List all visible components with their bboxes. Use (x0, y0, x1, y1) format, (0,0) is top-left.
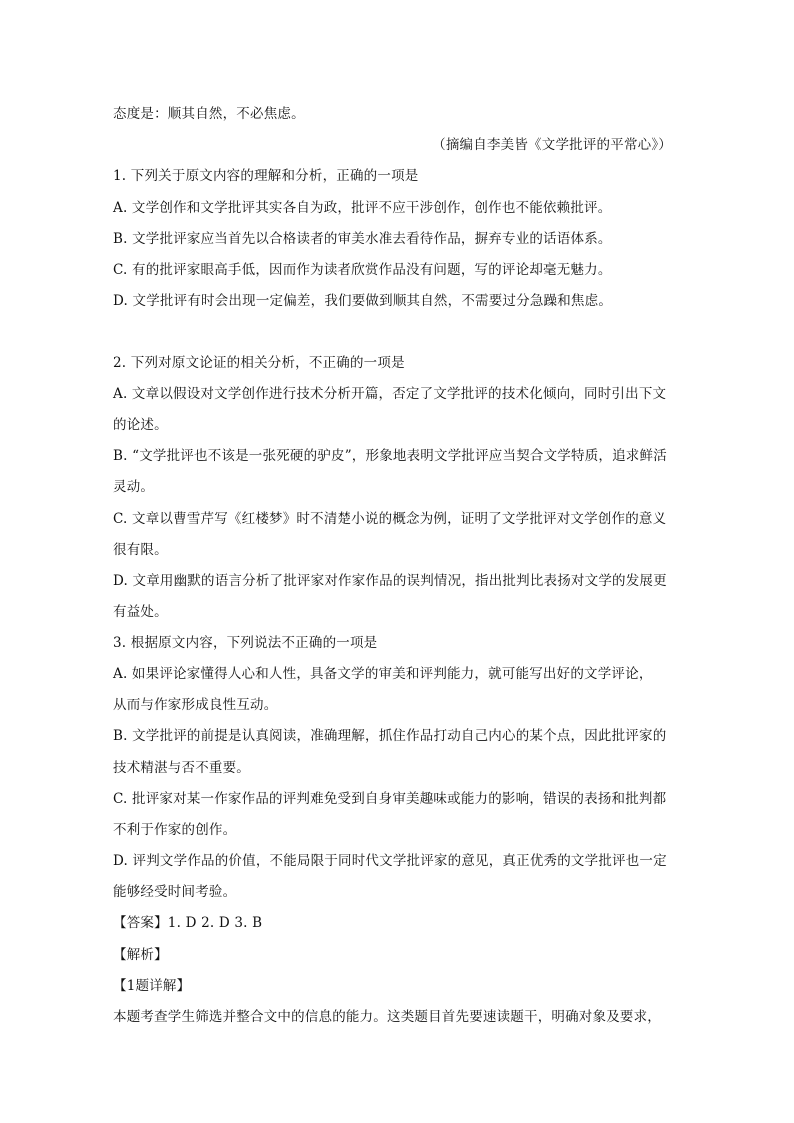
question-3-option-b-cont: 技术精湛与否不重要。 (113, 760, 250, 776)
question-2-option-a: A. 文章以假设对文学创作进行技术分析开篇，否定了文学批评的技术化倾向，同时引出下文 (113, 386, 667, 402)
question-1-option-c: C. 有的批评家眼高手低，因而作为读者欣赏作品没有问题，写的评论却毫无魅力。 (113, 262, 612, 278)
question-1-option-d: D. 文学批评有时会出现一定偏差，我们要做到顺其自然，不需要过分急躁和焦虑。 (113, 293, 613, 309)
question-3-option-d-cont: 能够经受时间考验。 (113, 884, 237, 900)
answer-line: 【答案】1. D 2. D 3. B (113, 915, 263, 931)
question-2-option-b: B. “文学批评也不该是一张死硬的驴皮”，形象地表明文学批评应当契合文学特质，追求鲜活 (113, 448, 667, 464)
intro-line: 态度是：顺其自然，不必焦虑。 (113, 106, 305, 122)
question-2-option-b-cont: 灵动。 (113, 479, 155, 495)
detail-label: 【1题详解】 (113, 978, 191, 994)
question-2-option-a-cont: 的论述。 (113, 417, 168, 433)
analysis-label: 【解析】 (113, 947, 168, 963)
question-3-option-c: C. 批评家对某一作家作品的评判难免受到自身审美趣味或能力的影响，错误的表扬和批判都 (113, 791, 667, 807)
question-1-option-a: A. 文学创作和文学批评其实各自为政，批评不应干涉创作，创作也不能依赖批评。 (113, 200, 612, 216)
source-note: （摘编自李美皆《文学批评的平常心》） (432, 137, 672, 153)
detail-text: 本题考查学生筛选并整合文中的信息的能力。这类题目首先要速读题干，明确对象及要求， (113, 1009, 661, 1025)
question-3-option-a: A. 如果评论家懂得人心和人性，具备文学的审美和评判能力，就可能写出好的文学评论， (113, 666, 653, 682)
question-3-option-c-cont: 不利于作家的创作。 (113, 822, 237, 838)
question-1-stem: 1. 下列关于原文内容的理解和分析，正确的一项是 (113, 168, 419, 184)
question-3-stem: 3. 根据原文内容，下列说法不正确的一项是 (113, 635, 378, 651)
question-3-option-a-cont: 从而与作家形成良性互动。 (113, 697, 278, 713)
question-2-option-d-cont: 有益处。 (113, 604, 168, 620)
question-1-option-b: B. 文学批评家应当首先以合格读者的审美水准去看待作品，摒弃专业的话语体系。 (113, 231, 612, 247)
question-3-option-b: B. 文学批评的前提是认真阅读，准确理解，抓住作品打动自己内心的某个点，因此批评家的 (113, 728, 667, 744)
question-3-option-d: D. 评判文学作品的价值，不能局限于同时代文学批评家的意见，真正优秀的文学批评也一定 (113, 853, 667, 869)
question-2-option-d: D. 文章用幽默的语言分析了批评家对作家作品的误判情况，指出批判比表扬对文学的发展更 (113, 573, 667, 589)
question-2-option-c-cont: 很有限。 (113, 542, 168, 558)
question-2-option-c: C. 文章以曹雪芹写《红楼梦》时不清楚小说的概念为例，证明了文学批评对文学创作的意义 (113, 511, 667, 527)
question-2-stem: 2. 下列对原文论证的相关分析，不正确的一项是 (113, 355, 405, 371)
